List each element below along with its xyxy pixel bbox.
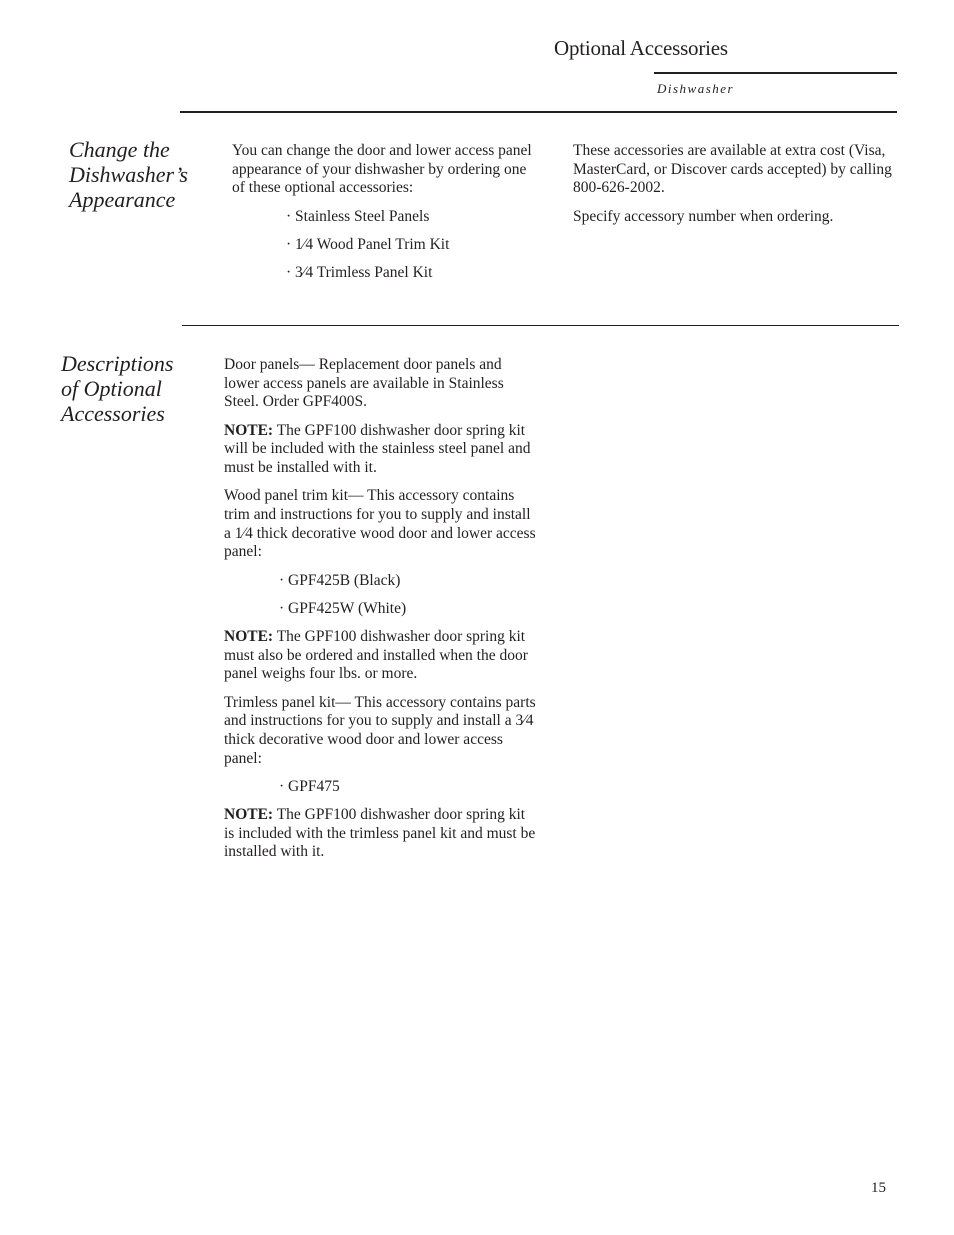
section1-right-column	[573, 142, 899, 236]
ordering-info: These accessories are available at extra cost (Visa, MasterCard, or Discover cards accepted) by calling 800-626-2002.	[573, 142, 892, 197]
section-divider-top	[180, 111, 897, 113]
note-paragraph	[224, 628, 538, 684]
trimless-description: Trimless panel kit— This accessory contains parts and instructions for you to supply and install a 3⁄4 thick decorative wood door and lower access panel:	[224, 693, 536, 767]
list-item: · 1⁄4 Wood Panel Trim Kit	[286, 235, 450, 253]
list-item: · GPF425B (Black)	[279, 571, 401, 589]
section1-left-column	[232, 142, 532, 292]
wood-trim-description: Wood panel trim kit— This accessory contains trim and instructions for you to supply and install a 1⁄4 thick decorative wood door and lower access panel:	[224, 487, 536, 561]
note-label: NOTE:	[224, 627, 274, 645]
section-heading-change-appearance: Change the Dishwasher’s Appearance	[69, 137, 188, 212]
list-item: · GPF425W (White)	[279, 599, 407, 617]
section1-intro: You can change the door and lower access panel appearance of your dishwasher by ordering one of these optional accessories:	[232, 142, 532, 197]
door-panels-description: Door panels— Replacement door panels and lower access panels are available in Stainless Steel. Order GPF400S.	[224, 356, 504, 411]
note-paragraph	[224, 422, 538, 478]
note-text: The GPF100 dishwasher door spring kit must also be ordered and installed when the door panel weighs four lbs. or more.	[224, 627, 528, 683]
ordering-instruction: Specify accessory number when ordering.	[573, 207, 834, 225]
note-label: NOTE:	[224, 806, 274, 824]
page-subtitle: Dishwasher	[657, 81, 735, 96]
section-heading-descriptions: Descriptions of Optional Accessories	[61, 351, 174, 426]
wood-trim-models	[224, 572, 538, 619]
note-paragraph	[224, 806, 538, 862]
accessory-list	[232, 208, 532, 283]
list-item: · Stainless Steel Panels	[286, 207, 430, 225]
list-item: · GPF475	[279, 777, 340, 795]
note-label: NOTE:	[224, 421, 274, 439]
list-item: · 3⁄4 Trimless Panel Kit	[286, 264, 433, 282]
page-number: 15	[871, 1180, 886, 1196]
page-title: Optional Accessories	[554, 36, 728, 60]
header-divider	[654, 72, 897, 74]
section2-column	[224, 356, 538, 872]
note-text: The GPF100 dishwasher door spring kit will be included with the stainless steel panel and must be installed with it.	[224, 421, 531, 477]
note-text: The GPF100 dishwasher door spring kit is included with the trimless panel kit and must be installed with it.	[224, 806, 536, 861]
trimless-models	[224, 778, 538, 797]
section-divider-middle	[182, 325, 899, 326]
